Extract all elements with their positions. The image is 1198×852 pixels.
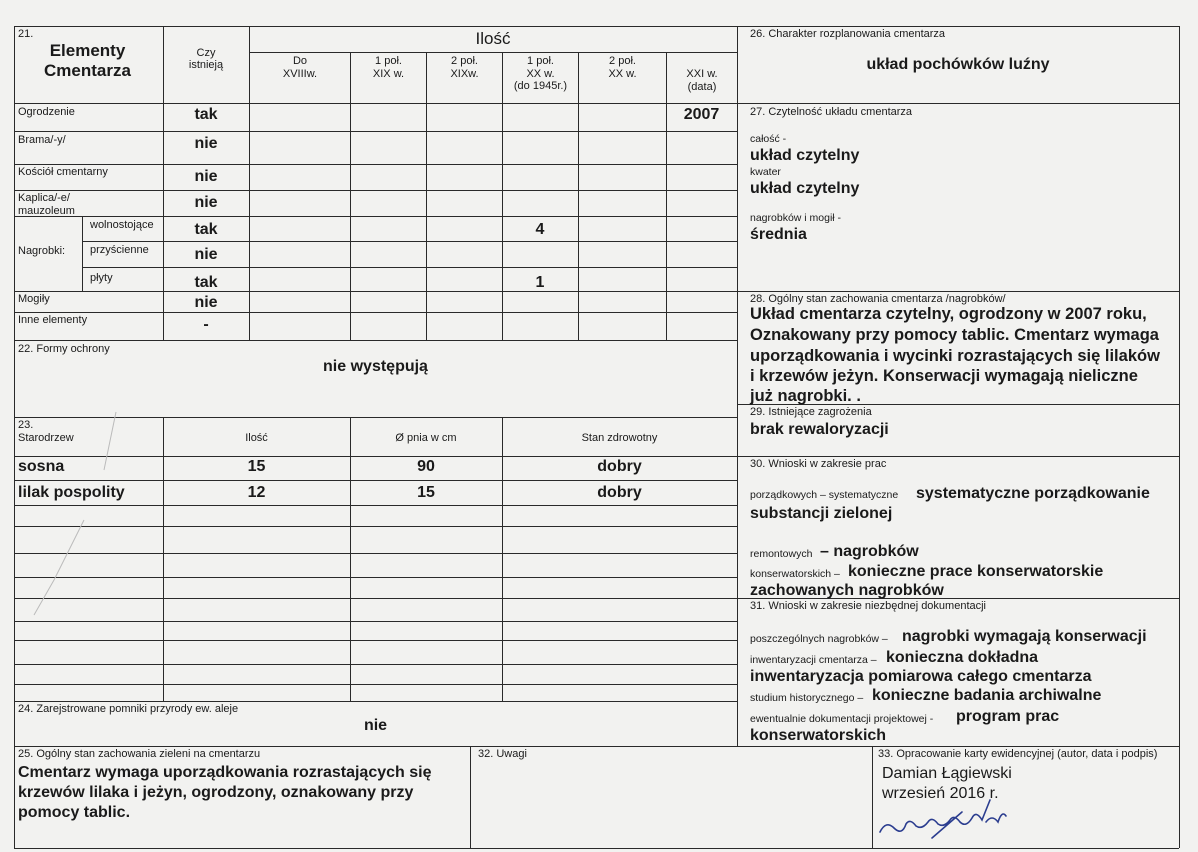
layout-char-label: 26. Charakter rozplanowania cmentarza	[750, 28, 946, 40]
protection-value: nie występują	[323, 358, 428, 375]
period-header-xx-1: 1 poł. XX w. (do 1945r.)	[513, 55, 568, 93]
row-exists-fence: tak	[194, 106, 218, 123]
author-label: 33. Opracowanie karty ewidencyjnej (autor, data i podpis)	[878, 748, 1158, 760]
row-xx1-slabs: 1	[535, 274, 545, 291]
legibility-label: 27. Czytelność układu cmentarza	[750, 106, 913, 118]
row-exists-graves: nie	[194, 294, 218, 311]
protection-label: 22. Formy ochrony	[18, 343, 110, 355]
condition-line-2: Oznakowany przy pomocy tablic. Cmentarz wymaga	[750, 326, 1159, 344]
period-header-xxi: XXI w. (data)	[686, 68, 718, 93]
condition-line-3: uporządkowania i wycinki rozrastających się lilaków	[750, 347, 1160, 365]
period-header-xix-1: 1 poł. XIX w.	[372, 55, 405, 80]
legibility-quarters-value: układ czytelny	[750, 180, 860, 197]
threats-label: 29. Istniejące zagrożenia	[750, 406, 872, 418]
conclusions-conserv-value-1: konieczne prace konserwatorskie	[848, 563, 1104, 580]
row-exists-wall: nie	[194, 246, 218, 263]
notes-label: 32. Uwagi	[478, 748, 527, 760]
conclusions-conserv-label: konserwatorskich –	[750, 568, 840, 580]
layout-char-value: układ pochówków luźny	[866, 56, 1050, 73]
conclusions-renov-value: – nagrobków	[820, 543, 919, 560]
tree-diameter-1: 90	[417, 458, 435, 475]
documentation-inv-value-1: konieczna dokładna	[886, 649, 1039, 666]
row-label-fence: Ogrodzenie	[18, 106, 75, 118]
conclusions-label: 30. Wnioski w zakresie prac	[750, 458, 887, 470]
documentation-label: 31. Wnioski w zakresie niezbędnej dokumentacji	[750, 600, 987, 612]
tree-health-1: dobry	[597, 458, 642, 475]
row-xx1-freestanding: 4	[535, 221, 545, 238]
documentation-proj-label: ewentualnie dokumentacji projektowej -	[750, 713, 934, 725]
row-xxi-fence: 2007	[683, 106, 720, 123]
row-label-other: Inne elementy	[18, 314, 88, 326]
row-exists-slabs: tak	[194, 274, 218, 291]
period-header-xx-2: 2 poł. XX w.	[608, 55, 637, 80]
pencil-mark-icon	[14, 410, 124, 620]
conclusions-renov-label: remontowych	[750, 548, 813, 560]
greenery-label: 25. Ogólny stan zachowania zieleni na cmentarzu	[18, 748, 261, 760]
documentation-proj-value-2: konserwatorskich	[750, 727, 887, 744]
row-label-tombstones: Nagrobki:	[18, 245, 66, 257]
trees-col-qty: Ilość	[245, 432, 268, 444]
documentation-graves-value: nagrobki wymagają konserwacji	[902, 628, 1147, 645]
greenery-line-2: krzewów lilaka i jeżyn, ogrodzony, oznakowany przy	[18, 784, 414, 801]
documentation-inv-label: inwentaryzacji cmentarza –	[750, 654, 877, 666]
section-21-number: 21.	[18, 28, 34, 40]
threats-value: brak rewaloryzacji	[750, 421, 889, 438]
trees-col-health: Stan zdrowotny	[581, 432, 658, 444]
tree-diameter-2: 15	[417, 484, 435, 501]
row-sub-slabs: płyty	[90, 272, 113, 284]
legibility-quarters-label: kwater	[750, 166, 781, 178]
documentation-inv-value-2: inwentaryzacja pomiarowa całego cmentarza	[750, 668, 1092, 685]
monuments-label: 24. Zarejstrowane pomniki przyrody ew. aleje	[18, 703, 239, 715]
condition-line-1: Układ cmentarza czytelny, ogrodzony w 2007 roku,	[750, 305, 1147, 323]
tree-qty-2: 12	[247, 484, 266, 501]
row-label-graves: Mogiły	[18, 293, 50, 305]
trees-col-diameter: Ø pnia w cm	[395, 432, 457, 444]
tree-qty-1: 15	[247, 458, 266, 475]
greenery-line-1: Cmentarz wymaga uporządkowania rozrastających się	[18, 764, 432, 781]
legibility-graves-value: średnia	[750, 226, 807, 243]
greenery-line-3: pomocy tablic.	[18, 804, 131, 821]
conclusions-order-value-1: systematyczne porządkowanie	[916, 485, 1150, 502]
row-exists-chapel: nie	[194, 194, 218, 211]
quantity-header: Ilość	[475, 29, 511, 48]
condition-label: 28. Ogólny stan zachowania cmentarza /nagrobków/	[750, 293, 1006, 305]
documentation-hist-label: studium historycznego –	[750, 692, 864, 704]
legibility-whole-value: układ czytelny	[750, 147, 860, 164]
signature-icon	[872, 792, 1022, 844]
trees-section-number: 23.	[18, 419, 34, 431]
conclusions-order-label: porządkowych – systematyczne	[750, 489, 899, 501]
row-exists-gate: nie	[194, 135, 218, 152]
monuments-value: nie	[363, 717, 388, 734]
conclusions-conserv-value-2: zachowanych nagrobków	[750, 582, 944, 599]
author-date: wrzesień 2016 r.	[882, 785, 999, 802]
tree-name-1: sosna	[18, 458, 65, 475]
period-header-xviii: Do XVIIIw.	[282, 55, 318, 80]
author-name: Damian Łągiewski	[882, 765, 1012, 782]
row-sub-freestanding: wolnostojące	[90, 219, 154, 231]
exists-header-1: Czy	[196, 47, 216, 59]
row-exists-other: -	[203, 316, 209, 333]
period-header-xix-2: 2 poł. XIXw.	[450, 55, 479, 80]
trees-col-name: Starodrzew	[18, 432, 74, 444]
row-sub-wall: przyścienne	[90, 244, 149, 256]
documentation-hist-value: konieczne badania archiwalne	[872, 687, 1102, 704]
row-label-chapel: Kaplica/-e/ mauzoleum	[18, 192, 75, 217]
legibility-whole-label: całość -	[750, 133, 787, 145]
row-exists-church: nie	[194, 168, 218, 185]
row-exists-freestanding: tak	[194, 221, 218, 238]
row-label-church: Kościół cmentarny	[18, 166, 108, 178]
conclusions-order-value-2: substancji zielonej	[750, 505, 893, 522]
row-label-gate: Brama/-y/	[18, 134, 66, 146]
documentation-graves-label: poszczególnych nagrobków –	[750, 633, 888, 645]
elements-title-line1: Elementy	[49, 41, 126, 60]
exists-header-2: istnieją	[188, 59, 224, 71]
tree-name-2: lilak pospolity	[18, 484, 125, 501]
legibility-graves-label: nagrobków i mogił -	[750, 212, 842, 224]
condition-line-4: i krzewów jeżyn. Konserwacji wymagają nieliczne	[750, 367, 1138, 385]
elements-title-line2: Cmentarza	[44, 61, 131, 80]
tree-health-2: dobry	[597, 484, 642, 501]
documentation-proj-value-1: program prac	[956, 708, 1060, 725]
condition-line-5: już nagrobki. .	[750, 387, 861, 405]
